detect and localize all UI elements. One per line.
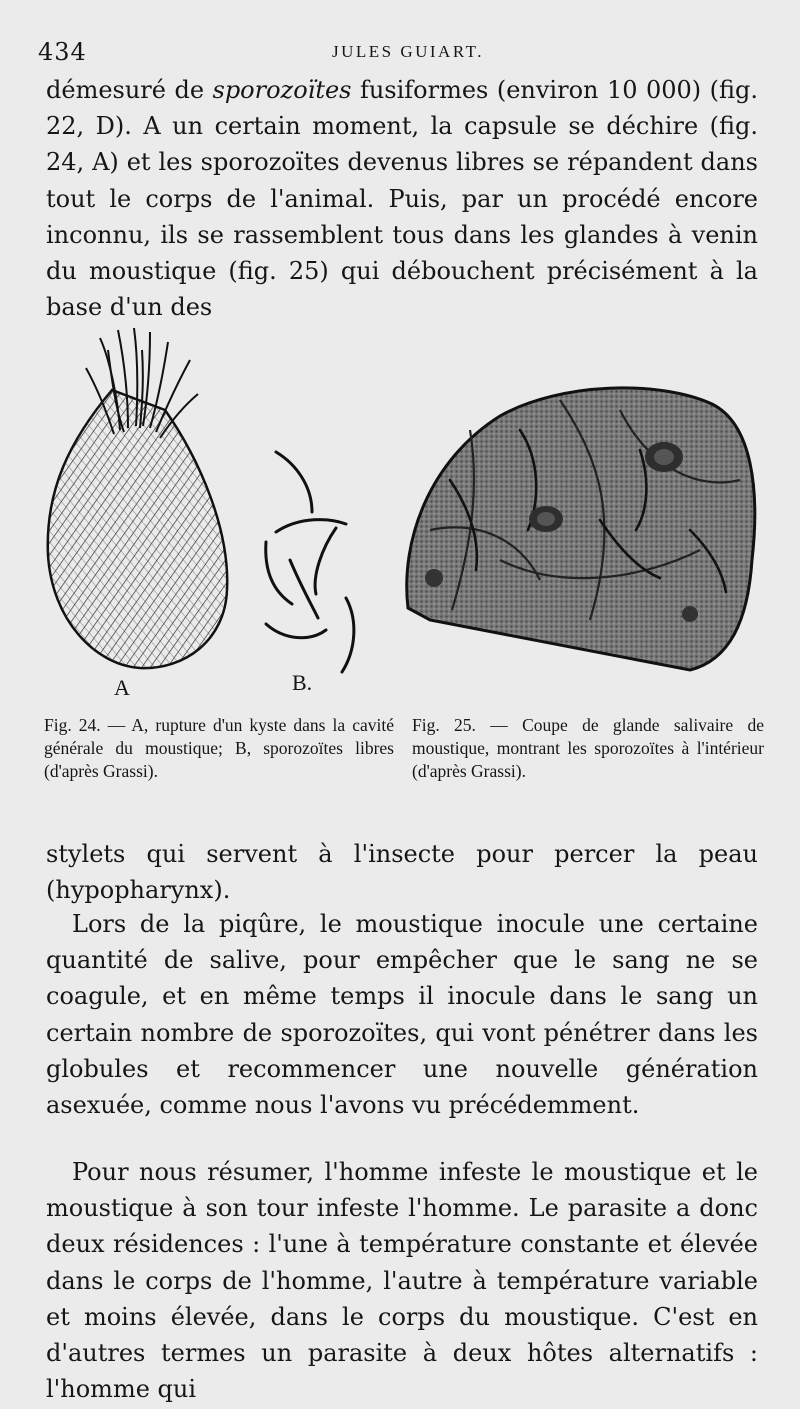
fig24-caption-label: Fig. 24. — <box>44 715 132 735</box>
fig25-caption <box>412 714 764 783</box>
fig24-label-a: A <box>114 675 130 700</box>
fig24-label-b: B. <box>292 670 313 695</box>
fig25-gland-drawing <box>407 388 755 670</box>
running-head: JULES GUIART. <box>331 42 485 61</box>
page-number: 434 <box>38 38 87 66</box>
fig24-caption-text: A, rupture d'un kyste dans la cavité générale du moustique; B, sporozoïtes libres (d'après Grassi). <box>44 715 394 781</box>
paragraph-4: Pour nous résumer, l'homme infeste le moustique et le moustique à son tour infeste l'homme. Le parasite a donc deux résidences : l'une à température constante et élevée dans le corps de l'homme, l'autre à température variable et moins élevée, dans le corps du moustique. C'est en d'autres termes un parasite à deux hôtes alternatifs : l'homme qui <box>46 1158 758 1404</box>
paragraph-2: stylets qui servent à l'insecte pour percer la peau (hypopharynx). <box>46 840 758 905</box>
fig24-caption <box>44 714 394 783</box>
fig24-sporozoites-drawing <box>266 452 354 672</box>
fig24-cyst-drawing <box>48 328 227 668</box>
paragraph-1-rest: fusiformes (environ 10 000) (fig. 22, D). A un certain moment, la capsule se déchire (fig. 24, A) et les sporozoïtes devenus libres se répandent dans tout le corps de l'animal. Puis, par un procédé encore inconnu, ils se rassemblent tous dans les glandes à venin du moustique (fig. 25) qui débouchent précisément à la base d'un des <box>46 76 758 322</box>
page-header <box>38 38 778 68</box>
paragraph-3: Lors de la piqûre, le moustique inocule une certaine quantité de salive, pour empêcher que le sang ne se coagule, et en même temps il inocule dans le sang un certain nombre de sporozoïtes, qui vont pénétrer dans les globules et recommencer une nouvelle génération asexuée, comme nous l'avons vu précédemment. <box>46 910 758 1120</box>
paragraph-1-lead: démesuré de <box>46 76 213 104</box>
fig25-caption-text: Coupe de glande salivaire de moustique, montrant les sporozoïtes à l'intérieur (d'après Grassi). <box>412 715 764 781</box>
fig25-caption-label: Fig. 25. — <box>412 715 523 735</box>
figures-block <box>0 320 800 700</box>
paragraph-1 <box>46 72 758 325</box>
paragraph-1-italic-term: sporozoïtes <box>212 76 352 104</box>
figures-illustration <box>0 320 800 700</box>
